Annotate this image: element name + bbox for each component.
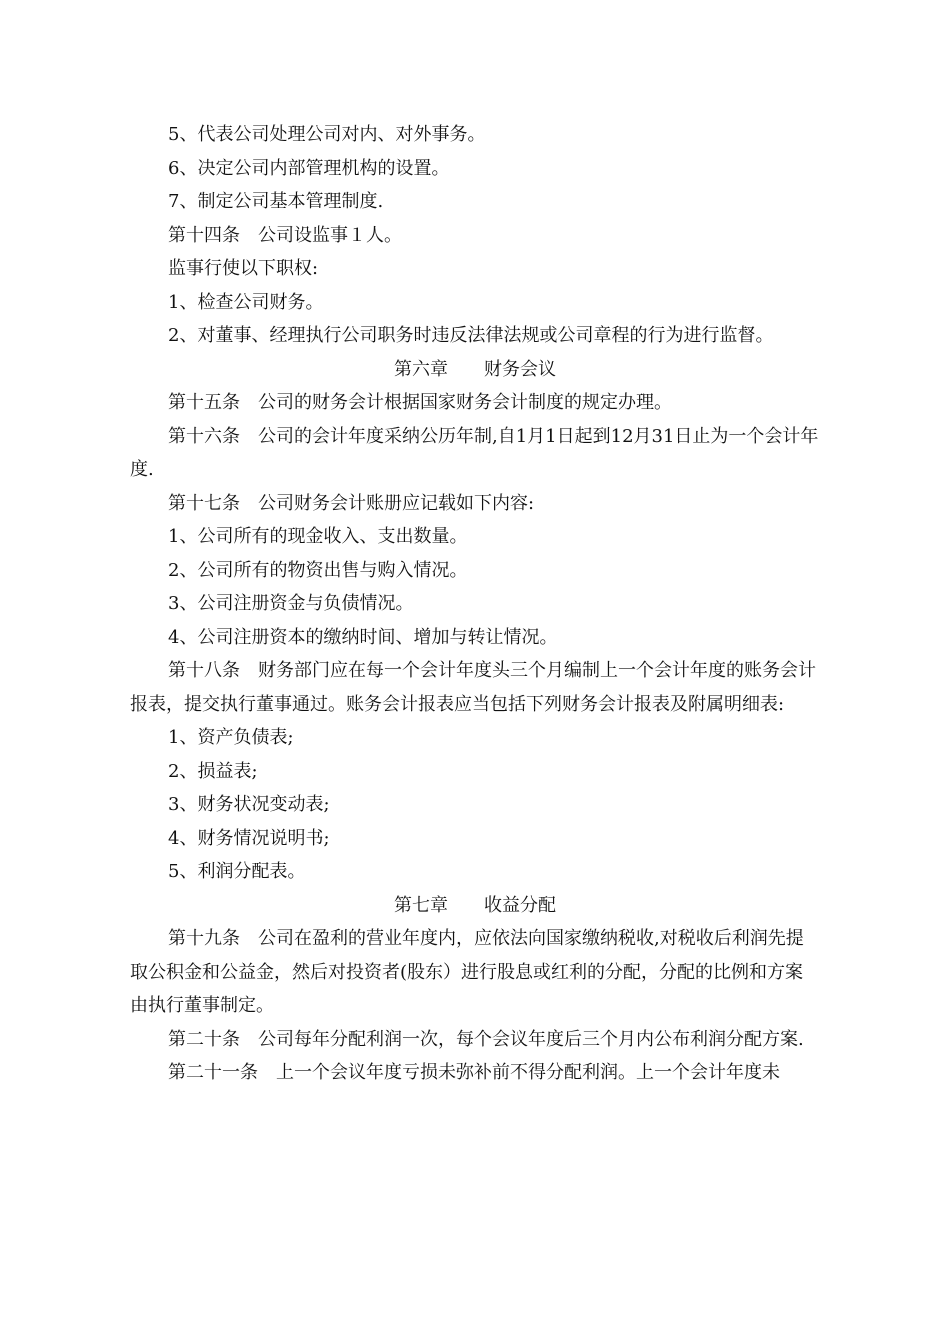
report-item-4: 4、财务情况说明书;	[168, 827, 330, 849]
report-item-5: 5、利润分配表。	[168, 861, 306, 882]
supervisor-powers-intro: 监事行使以下职权:	[168, 258, 319, 279]
article-15: 第十五条 公司的财务会计根据国家财务会计制度的规定办理。	[168, 392, 672, 413]
article-14: 第十四条 公司设监事１人。	[168, 224, 402, 246]
ledger-item-1: 1、公司所有的现金收入、支出数量。	[168, 526, 468, 547]
chapter-6-heading: 第六章 财务会议	[394, 358, 556, 380]
report-item-2: 2、损益表;	[168, 760, 258, 782]
ledger-item-3: 3、公司注册资金与负债情况。	[168, 593, 414, 614]
supervisor-power-2: 2、对董事、经理执行公司职务时违反法律法规或公司章程的行为进行监督。	[168, 325, 774, 346]
article-17: 第十七条 公司财务会计账册应记载如下内容:	[168, 492, 535, 514]
document-body	[130, 118, 820, 1090]
item-6-decide-structure: 6、决定公司内部管理机构的设置。	[168, 157, 450, 179]
report-item-3: 3、财务状况变动表;	[168, 794, 330, 815]
article-19: 第十九条 公司在盈利的营业年度内，应依法向国家缴纳税收,对税收后利润先提取公积金和公益金，然后对投资者(股东）进行股息或红利的分配，分配的比例和方案由执行董事制定。	[130, 928, 804, 1016]
report-item-1: 1、资产负债表;	[168, 727, 294, 748]
article-21: 第二十一条 上一个会议年度亏损未弥补前不得分配利润。上一个会计年度未	[168, 1062, 780, 1083]
article-18: 第十八条 财务部门应在每一个会计年度头三个月编制上一个会计年度的账务会计报表，提交执行董事通过。账务会计报表应当包括下列财务会计报表及附属明细表:	[130, 660, 816, 715]
item-5-represent-company: 5、代表公司处理公司对内、对外事务。	[168, 124, 486, 145]
article-16: 第十六条 公司的会计年度采纳公历年制,自1月1日起到12月31日止为一个会计年度.	[130, 425, 819, 480]
article-20: 第二十条 公司每年分配利润一次，每个会议年度后三个月内公布利润分配方案.	[168, 1028, 804, 1050]
ledger-item-4: 4、公司注册资本的缴纳时间、增加与转让情况。	[168, 626, 558, 648]
ledger-item-2: 2、公司所有的物资出售与购入情况。	[168, 559, 468, 581]
item-7-management-system: 7、制定公司基本管理制度.	[168, 191, 384, 212]
chapter-7-heading: 第七章 收益分配	[394, 894, 556, 916]
supervisor-power-1: 1、检查公司财务。	[168, 291, 324, 313]
